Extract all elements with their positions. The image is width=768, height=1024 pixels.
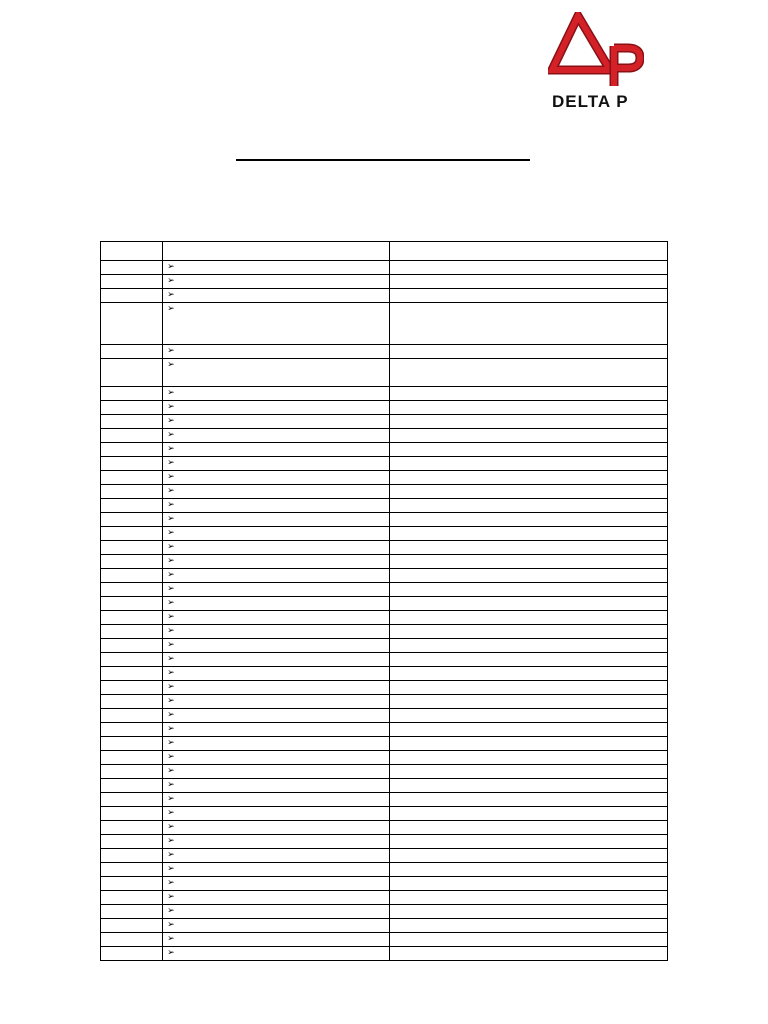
table-row <box>101 807 668 821</box>
table-row <box>101 471 668 485</box>
table-cell <box>389 597 668 611</box>
table-row <box>101 625 668 639</box>
table-cell <box>389 639 668 653</box>
table-cell <box>389 737 668 751</box>
arrowhead-bullet-icon: ➢ <box>167 905 175 915</box>
table-cell <box>101 541 163 555</box>
arrowhead-bullet-icon: ➢ <box>167 583 175 593</box>
arrowhead-bullet-icon: ➢ <box>167 849 175 859</box>
title-underline <box>236 159 530 161</box>
table-row <box>101 583 668 597</box>
arrowhead-bullet-icon: ➢ <box>167 275 175 285</box>
table-cell <box>163 849 389 863</box>
table-row <box>101 275 668 289</box>
arrowhead-bullet-icon: ➢ <box>167 611 175 621</box>
table-cell <box>389 709 668 723</box>
table-row <box>101 667 668 681</box>
table-cell <box>101 863 163 877</box>
table-cell <box>101 905 163 919</box>
arrowhead-bullet-icon: ➢ <box>167 359 175 369</box>
table-cell <box>163 387 389 401</box>
table-row <box>101 723 668 737</box>
table-cell <box>101 695 163 709</box>
table-cell <box>163 415 389 429</box>
table-cell <box>163 737 389 751</box>
table-cell <box>389 933 668 947</box>
table-cell <box>389 261 668 275</box>
table-cell <box>163 583 389 597</box>
table-cell <box>101 933 163 947</box>
table-cell <box>163 597 389 611</box>
table-cell <box>389 695 668 709</box>
table-cell <box>163 667 389 681</box>
table-row <box>101 849 668 863</box>
table-cell <box>101 919 163 933</box>
table-cell <box>163 751 389 765</box>
arrowhead-bullet-icon: ➢ <box>167 947 175 957</box>
table-cell <box>389 821 668 835</box>
table-cell <box>101 681 163 695</box>
arrowhead-bullet-icon: ➢ <box>167 429 175 439</box>
table-cell <box>101 821 163 835</box>
arrowhead-bullet-icon: ➢ <box>167 625 175 635</box>
arrowhead-bullet-icon: ➢ <box>167 751 175 761</box>
table-cell <box>101 401 163 415</box>
table-row <box>101 681 668 695</box>
table-cell <box>163 275 389 289</box>
table-row <box>101 905 668 919</box>
arrowhead-bullet-icon: ➢ <box>167 793 175 803</box>
arrowhead-bullet-icon: ➢ <box>167 527 175 537</box>
arrowhead-bullet-icon: ➢ <box>167 513 175 523</box>
table-cell <box>101 569 163 583</box>
arrowhead-bullet-icon: ➢ <box>167 401 175 411</box>
arrowhead-bullet-icon: ➢ <box>167 569 175 579</box>
table-row <box>101 695 668 709</box>
table-cell <box>389 905 668 919</box>
table-cell <box>389 555 668 569</box>
logo-text: DELTA P <box>552 92 629 111</box>
table-cell <box>101 653 163 667</box>
table-cell <box>101 597 163 611</box>
table-cell <box>389 681 668 695</box>
arrowhead-bullet-icon: ➢ <box>167 765 175 775</box>
arrowhead-bullet-icon: ➢ <box>167 807 175 817</box>
table-cell <box>163 807 389 821</box>
arrowhead-bullet-icon: ➢ <box>167 639 175 649</box>
table-cell <box>101 639 163 653</box>
table-cell <box>101 275 163 289</box>
table-cell <box>389 471 668 485</box>
arrowhead-bullet-icon: ➢ <box>167 723 175 733</box>
table-cell <box>101 429 163 443</box>
table-cell <box>163 261 389 275</box>
table-cell <box>389 779 668 793</box>
table-cell <box>101 345 163 359</box>
table-row <box>101 429 668 443</box>
table-cell <box>101 667 163 681</box>
table-cell <box>101 877 163 891</box>
arrowhead-bullet-icon: ➢ <box>167 471 175 481</box>
table-cell <box>163 457 389 471</box>
table-cell <box>389 667 668 681</box>
arrowhead-bullet-icon: ➢ <box>167 835 175 845</box>
table-cell <box>163 653 389 667</box>
table-row <box>101 387 668 401</box>
table-cell <box>163 443 389 457</box>
table-row <box>101 765 668 779</box>
table-row <box>101 555 668 569</box>
arrowhead-bullet-icon: ➢ <box>167 877 175 887</box>
table-cell <box>101 751 163 765</box>
arrowhead-bullet-icon: ➢ <box>167 653 175 663</box>
table-cell <box>389 919 668 933</box>
table-row <box>101 933 668 947</box>
arrowhead-bullet-icon: ➢ <box>167 821 175 831</box>
table-cell <box>389 429 668 443</box>
table-cell <box>389 891 668 905</box>
table-header-row <box>101 242 668 261</box>
table-cell <box>163 877 389 891</box>
arrowhead-bullet-icon: ➢ <box>167 597 175 607</box>
table-cell <box>101 835 163 849</box>
table-cell <box>101 289 163 303</box>
table-cell <box>101 261 163 275</box>
arrowhead-bullet-icon: ➢ <box>167 415 175 425</box>
table-cell <box>163 471 389 485</box>
table-cell <box>163 905 389 919</box>
table-cell <box>163 639 389 653</box>
table-row <box>101 611 668 625</box>
table-row <box>101 261 668 275</box>
table-cell <box>389 611 668 625</box>
table-cell <box>101 443 163 457</box>
arrowhead-bullet-icon: ➢ <box>167 499 175 509</box>
table-cell <box>389 303 668 345</box>
table-row <box>101 401 668 415</box>
arrowhead-bullet-icon: ➢ <box>167 891 175 901</box>
table-cell <box>163 723 389 737</box>
table-cell <box>163 821 389 835</box>
table-row <box>101 569 668 583</box>
table-cell <box>163 513 389 527</box>
table-cell <box>163 709 389 723</box>
table-cell <box>389 569 668 583</box>
table-cell <box>389 793 668 807</box>
table-row <box>101 779 668 793</box>
table-cell <box>101 779 163 793</box>
table-row <box>101 835 668 849</box>
table-cell <box>101 947 163 961</box>
arrowhead-bullet-icon: ➢ <box>167 555 175 565</box>
table-cell <box>101 583 163 597</box>
table-row <box>101 919 668 933</box>
table-cell <box>101 415 163 429</box>
table-row <box>101 289 668 303</box>
table-cell <box>163 625 389 639</box>
table-cell <box>389 723 668 737</box>
table-cell <box>101 723 163 737</box>
table-cell <box>101 765 163 779</box>
table-cell <box>163 569 389 583</box>
arrowhead-bullet-icon: ➢ <box>167 681 175 691</box>
table-cell <box>389 443 668 457</box>
table-cell <box>163 401 389 415</box>
table-row <box>101 877 668 891</box>
table-cell <box>389 863 668 877</box>
table-cell <box>163 765 389 779</box>
table-row <box>101 415 668 429</box>
table-cell <box>163 835 389 849</box>
table-row <box>101 863 668 877</box>
table-cell <box>389 387 668 401</box>
table-cell <box>101 555 163 569</box>
table-cell <box>163 919 389 933</box>
table-cell <box>101 471 163 485</box>
form-table-body <box>101 242 668 961</box>
table-cell <box>389 345 668 359</box>
table-cell <box>163 695 389 709</box>
table-cell <box>163 555 389 569</box>
table-cell <box>389 457 668 471</box>
table-row <box>101 527 668 541</box>
table-cell <box>101 527 163 541</box>
table-row <box>101 947 668 961</box>
table-row <box>101 359 668 387</box>
table-cell <box>389 401 668 415</box>
form-table <box>100 241 668 961</box>
table-cell <box>163 429 389 443</box>
table-cell <box>101 737 163 751</box>
table-row <box>101 443 668 457</box>
table-cell <box>163 527 389 541</box>
table-row <box>101 457 668 471</box>
table-header-cell <box>163 242 389 261</box>
table-cell <box>389 751 668 765</box>
table-row <box>101 345 668 359</box>
arrowhead-bullet-icon: ➢ <box>167 303 175 313</box>
table-row <box>101 513 668 527</box>
table-row <box>101 303 668 345</box>
table-row <box>101 709 668 723</box>
table-cell <box>101 303 163 345</box>
arrowhead-bullet-icon: ➢ <box>167 695 175 705</box>
table-cell <box>163 891 389 905</box>
table-cell <box>163 499 389 513</box>
table-row <box>101 891 668 905</box>
table-cell <box>163 947 389 961</box>
arrowhead-bullet-icon: ➢ <box>167 443 175 453</box>
table-cell <box>163 303 389 345</box>
arrowhead-bullet-icon: ➢ <box>167 709 175 719</box>
table-cell <box>389 849 668 863</box>
table-cell <box>101 611 163 625</box>
table-cell <box>163 779 389 793</box>
arrowhead-bullet-icon: ➢ <box>167 541 175 551</box>
table-cell <box>163 359 389 387</box>
table-cell <box>101 793 163 807</box>
table-cell <box>163 863 389 877</box>
table-row <box>101 821 668 835</box>
table-cell <box>389 583 668 597</box>
arrowhead-bullet-icon: ➢ <box>167 933 175 943</box>
table-header-cell <box>101 242 163 261</box>
table-cell <box>389 289 668 303</box>
table-cell <box>389 947 668 961</box>
table-cell <box>163 793 389 807</box>
table-cell <box>389 835 668 849</box>
arrowhead-bullet-icon: ➢ <box>167 387 175 397</box>
table-cell <box>163 611 389 625</box>
table-row <box>101 597 668 611</box>
arrowhead-bullet-icon: ➢ <box>167 919 175 929</box>
table-cell <box>389 415 668 429</box>
table-cell <box>101 807 163 821</box>
arrowhead-bullet-icon: ➢ <box>167 289 175 299</box>
table-row <box>101 653 668 667</box>
arrowhead-bullet-icon: ➢ <box>167 779 175 789</box>
table-cell <box>101 387 163 401</box>
table-cell <box>101 625 163 639</box>
arrowhead-bullet-icon: ➢ <box>167 457 175 467</box>
delta-triangle-icon <box>548 12 644 92</box>
table-row <box>101 639 668 653</box>
table-cell <box>101 891 163 905</box>
table-cell <box>101 359 163 387</box>
table-row <box>101 751 668 765</box>
table-row <box>101 793 668 807</box>
table-cell <box>163 541 389 555</box>
table-cell <box>389 765 668 779</box>
table-cell <box>101 485 163 499</box>
table-cell <box>389 499 668 513</box>
arrowhead-bullet-icon: ➢ <box>167 485 175 495</box>
table-cell <box>389 877 668 891</box>
table-cell <box>389 485 668 499</box>
table-header-cell <box>389 242 668 261</box>
arrowhead-bullet-icon: ➢ <box>167 863 175 873</box>
table-cell <box>163 289 389 303</box>
table-row <box>101 499 668 513</box>
arrowhead-bullet-icon: ➢ <box>167 667 175 677</box>
table-cell <box>163 933 389 947</box>
table-cell <box>101 849 163 863</box>
table-cell <box>389 359 668 387</box>
arrowhead-bullet-icon: ➢ <box>167 737 175 747</box>
table-cell <box>389 625 668 639</box>
table-cell <box>163 345 389 359</box>
table-cell <box>101 513 163 527</box>
table-cell <box>389 807 668 821</box>
table-row <box>101 737 668 751</box>
table-cell <box>389 527 668 541</box>
table-cell <box>163 485 389 499</box>
table-cell <box>389 653 668 667</box>
arrowhead-bullet-icon: ➢ <box>167 261 175 271</box>
table-cell <box>101 457 163 471</box>
table-cell <box>101 499 163 513</box>
table-cell <box>101 709 163 723</box>
table-cell <box>389 513 668 527</box>
table-row <box>101 485 668 499</box>
table-row <box>101 541 668 555</box>
table-cell <box>389 275 668 289</box>
table-cell <box>389 541 668 555</box>
arrowhead-bullet-icon: ➢ <box>167 345 175 355</box>
table-cell <box>163 681 389 695</box>
